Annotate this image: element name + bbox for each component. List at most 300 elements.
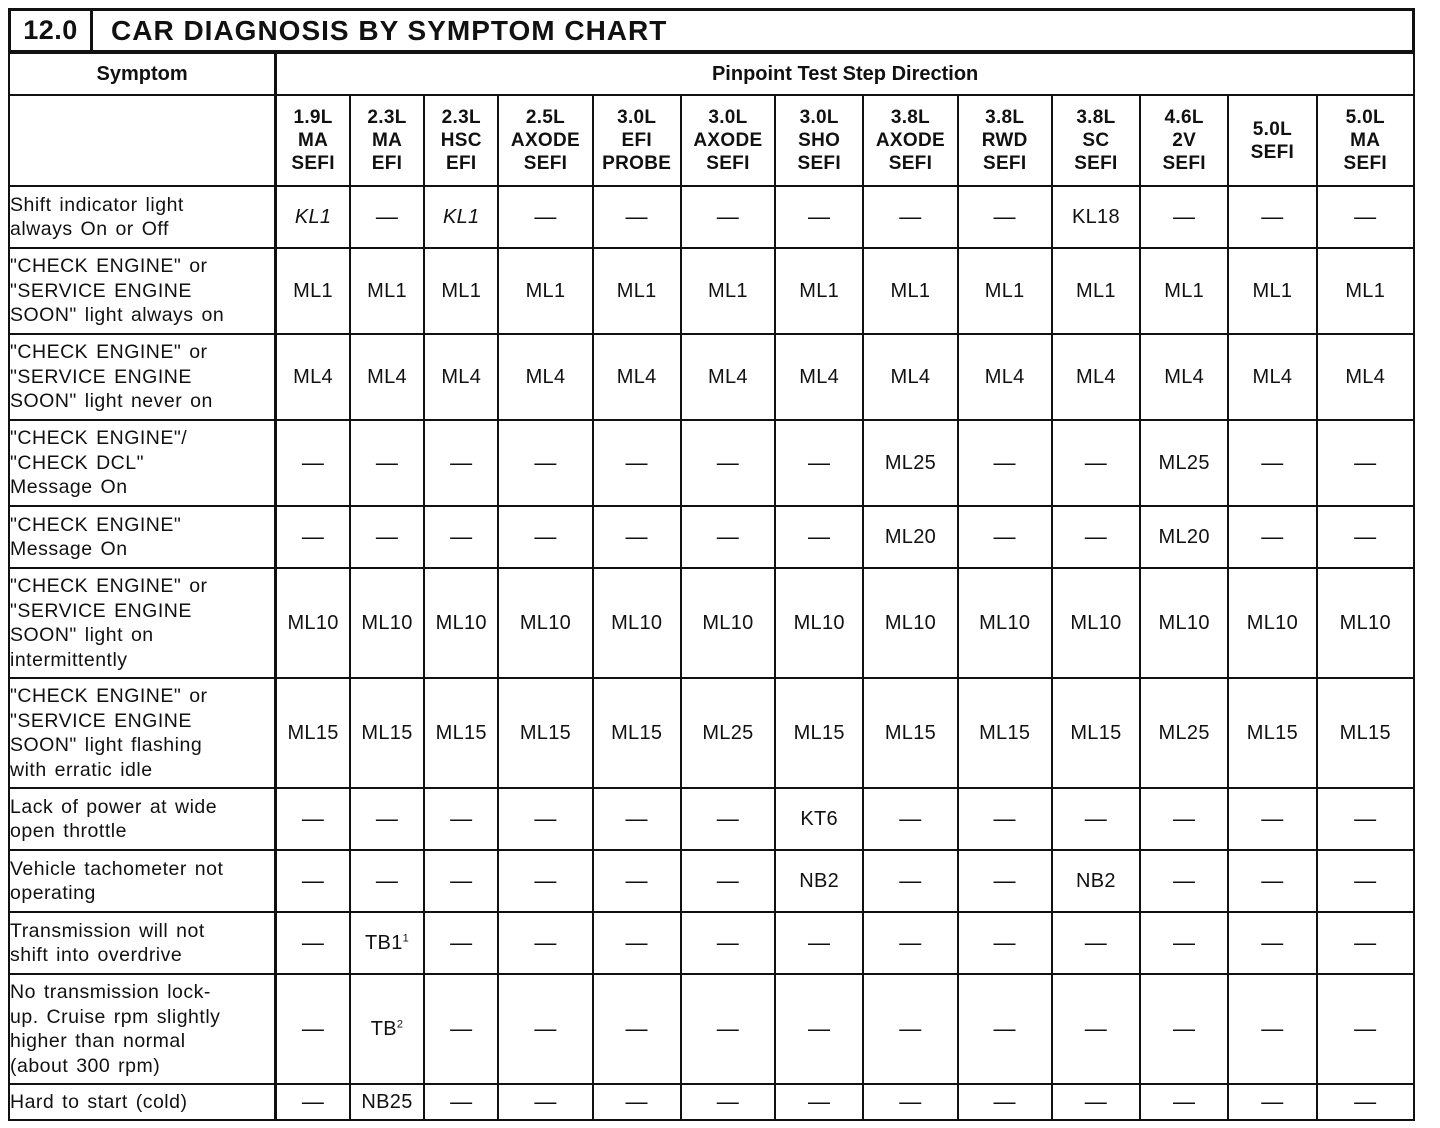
test-step-value: ML10 [435, 611, 487, 634]
test-step-value: — [375, 806, 399, 831]
test-step-cell [424, 850, 498, 912]
test-step-cell [1317, 788, 1414, 850]
pinpoint-header: Pinpoint Test Step Direction [276, 53, 1414, 95]
test-step-value: — [625, 868, 648, 893]
engine-header-line: 5.0L [1252, 118, 1292, 140]
test-step-value: — [899, 1089, 922, 1114]
test-step-value: — [301, 1016, 325, 1041]
test-step-cell [1052, 248, 1140, 334]
test-step-cell [424, 912, 498, 974]
test-step-cell [681, 850, 775, 912]
engine-header-line: 4.6L [1164, 107, 1204, 128]
test-step-cell [593, 568, 681, 678]
test-step-cell [1140, 186, 1228, 248]
symptom-line: "CHECK ENGINE" or [10, 575, 208, 597]
test-step-cell [276, 1084, 350, 1120]
test-step-value: — [1354, 524, 1377, 549]
test-step-value: — [450, 868, 473, 893]
test-step-cell [958, 248, 1052, 334]
test-step-value: — [716, 868, 740, 893]
engine-column-header [1317, 95, 1414, 186]
test-step-cell [350, 788, 424, 850]
test-step-value: ML15 [1246, 721, 1299, 744]
test-step-cell [775, 850, 863, 912]
engine-column-header [498, 95, 592, 186]
test-step-value: — [534, 450, 557, 475]
test-step-value: ML4 [984, 365, 1025, 388]
test-step-cell [1317, 678, 1414, 788]
engine-column-header [863, 95, 957, 186]
test-step-value: ML10 [361, 611, 413, 634]
test-step-cell [1140, 506, 1228, 568]
test-step-value: — [993, 524, 1016, 549]
engine-header-line: SEFI [797, 153, 841, 174]
test-step-value: — [1354, 806, 1377, 831]
test-step-value: — [1173, 930, 1196, 955]
test-step-value: ML4 [1164, 365, 1205, 388]
test-step-value: ML1 [984, 279, 1025, 302]
test-step-value: — [1084, 930, 1108, 955]
symptom-line: higher than normal [10, 1030, 186, 1052]
symptom-line: "SERVICE ENGINE [10, 709, 192, 732]
symptom-line: Lack of power at wide [10, 795, 218, 818]
test-step-value: — [1354, 450, 1377, 475]
table-row [9, 248, 1414, 334]
engine-header-line: 3.0L [708, 107, 748, 128]
test-step-value: KL1 [294, 205, 332, 228]
test-step-value: ML4 [799, 365, 840, 388]
test-step-value: — [625, 806, 648, 831]
test-step-value: — [301, 930, 325, 955]
test-step-value: ML10 [1158, 611, 1210, 634]
engine-header-line: EFI [371, 153, 403, 174]
test-step-cell [498, 334, 592, 420]
test-step-value: ML15 [1070, 721, 1122, 744]
test-step-cell [276, 568, 350, 678]
test-step-value: — [993, 806, 1016, 831]
symptom-line: SOON" light on [10, 624, 154, 646]
test-step-value: — [450, 930, 473, 955]
test-step-cell [863, 974, 957, 1084]
test-step-cell [593, 186, 681, 248]
engine-header-row [9, 95, 1414, 186]
section-title: CAR DIAGNOSIS BY SYMPTOM CHART [111, 14, 668, 46]
symptom-line: "SERVICE ENGINE [10, 599, 192, 622]
symptom-line: "CHECK DCL" [10, 451, 145, 474]
test-step-value: ML4 [293, 365, 333, 388]
test-step-value: — [1084, 1089, 1108, 1114]
test-step-cell [498, 912, 592, 974]
table-row [9, 568, 1414, 678]
test-step-cell [350, 334, 424, 420]
test-step-value: — [1354, 204, 1377, 229]
symptom-cell [9, 788, 276, 850]
test-step-value: — [375, 868, 399, 893]
test-step-cell [350, 506, 424, 568]
table-row [9, 506, 1414, 568]
test-step-cell [424, 788, 498, 850]
test-step-cell [276, 912, 350, 974]
test-step-cell [958, 678, 1052, 788]
test-step-value: ML4 [708, 365, 748, 388]
test-step-cell [775, 912, 863, 974]
symptom-line: "CHECK ENGINE"/ [10, 427, 188, 450]
symptom-line: "SERVICE ENGINE [10, 279, 192, 302]
table-row [9, 912, 1414, 974]
test-step-value: — [808, 524, 831, 549]
engine-header-line: MA [1350, 130, 1381, 151]
test-step-cell [1052, 974, 1140, 1084]
symptom-cell [9, 506, 276, 568]
test-step-cell [863, 850, 957, 912]
test-step-cell [593, 334, 681, 420]
test-step-value: — [450, 1089, 473, 1114]
test-step-cell [498, 248, 592, 334]
test-step-value: — [1261, 450, 1284, 475]
test-step-value: — [1084, 524, 1108, 549]
test-step-cell [1228, 506, 1316, 568]
test-step-value: — [1261, 930, 1284, 955]
test-step-value: — [625, 204, 648, 229]
engine-header-line: 5.0L [1345, 107, 1385, 128]
test-step-value: ML4 [525, 365, 566, 388]
test-step-value: ML10 [519, 611, 572, 634]
test-step-value: — [808, 204, 831, 229]
test-step-value: ML1 [1164, 279, 1205, 302]
test-step-value: — [899, 930, 922, 955]
test-step-value: ML15 [1339, 721, 1391, 744]
test-step-value: ML10 [793, 611, 845, 634]
test-step-cell [775, 1084, 863, 1120]
test-step-cell [593, 678, 681, 788]
test-step-value: — [1173, 806, 1196, 831]
test-step-value: ML15 [435, 721, 487, 744]
engine-column-header [1052, 95, 1140, 186]
test-step-value: ML1 [1345, 279, 1386, 302]
test-step-cell [424, 568, 498, 678]
test-step-cell [276, 186, 350, 248]
test-step-value: — [899, 1016, 922, 1041]
test-step-value: ML15 [793, 721, 845, 744]
test-step-cell [593, 912, 681, 974]
test-step-value: — [625, 930, 648, 955]
engine-column-header [1228, 95, 1316, 186]
test-step-cell [863, 788, 957, 850]
test-step-cell [863, 568, 957, 678]
test-step-cell [350, 186, 424, 248]
test-step-cell [1052, 850, 1140, 912]
test-step-value: — [716, 450, 740, 475]
symptom-cell [9, 850, 276, 912]
test-step-cell [1228, 186, 1316, 248]
test-step-cell [958, 850, 1052, 912]
test-step-cell [498, 420, 592, 506]
symptom-line: "CHECK ENGINE" or [10, 685, 208, 707]
test-step-value: — [1173, 1016, 1196, 1041]
test-step-cell [958, 974, 1052, 1084]
test-step-value: — [534, 204, 557, 229]
engine-column-header [350, 95, 424, 186]
test-step-cell [498, 1084, 592, 1120]
test-step-value: — [899, 806, 922, 831]
test-step-cell [498, 788, 592, 850]
test-step-value: — [450, 450, 473, 475]
test-step-value: ML10 [979, 611, 1031, 634]
test-step-value: — [1084, 806, 1108, 831]
test-step-value: ML20 [884, 525, 937, 548]
test-step-value: — [1084, 450, 1108, 475]
test-step-cell [498, 678, 592, 788]
test-step-cell [863, 678, 957, 788]
test-step-value: ML25 [1158, 451, 1210, 474]
test-step-cell [276, 506, 350, 568]
test-step-value: ML15 [884, 721, 937, 744]
engine-header-line: SEFI [291, 153, 335, 174]
test-step-cell [1228, 974, 1316, 1084]
engine-header-line: AXODE [693, 130, 763, 151]
engine-header-line: EFI [621, 130, 652, 151]
symptom-cell [9, 186, 276, 248]
test-step-value: — [808, 1016, 831, 1041]
engine-column-header [958, 95, 1052, 186]
symptom-cell [9, 1084, 276, 1120]
footnote-marker: 2 [396, 1017, 404, 1030]
test-step-cell [1052, 1084, 1140, 1120]
test-step-cell [1317, 912, 1414, 974]
test-step-cell [276, 678, 350, 788]
test-step-cell [1140, 568, 1228, 678]
test-step-cell [1228, 788, 1316, 850]
test-step-value: — [993, 1089, 1016, 1114]
test-step-cell [775, 568, 863, 678]
test-step-cell [498, 506, 592, 568]
engine-header-line: 2.5L [525, 107, 566, 128]
test-step-value: — [716, 204, 740, 229]
test-step-cell [1317, 334, 1414, 420]
test-step-cell [958, 420, 1052, 506]
symptom-line: Transmission will not [10, 919, 205, 942]
test-step-cell [681, 788, 775, 850]
symptom-chart-page [8, 8, 1415, 1120]
blank-corner-cell [9, 95, 276, 186]
test-step-value: ML1 [293, 279, 333, 302]
test-step-value: ML4 [616, 365, 657, 388]
test-step-value: — [625, 1089, 648, 1114]
symptom-line: open throttle [10, 820, 127, 842]
test-step-value: — [1173, 868, 1196, 893]
test-step-value: — [534, 1089, 557, 1114]
engine-header-line: 2.3L [367, 107, 407, 128]
test-step-cell [593, 1084, 681, 1120]
test-step-value: — [450, 806, 473, 831]
test-step-value: — [808, 930, 831, 955]
symptom-line: (about 300 rpm) [10, 1054, 161, 1077]
test-step-cell [350, 678, 424, 788]
test-step-value: ML1 [525, 279, 566, 302]
test-step-value: — [1261, 806, 1284, 831]
test-step-value: KT6 [800, 807, 838, 830]
test-step-value: — [1354, 1016, 1377, 1041]
symptom-line: "SERVICE ENGINE [10, 365, 192, 388]
test-step-value: — [716, 1016, 740, 1041]
table-row [9, 850, 1414, 912]
test-step-value: ML20 [1158, 525, 1210, 548]
symptom-cell [9, 334, 276, 420]
test-step-cell [863, 248, 957, 334]
test-step-value: ML1 [1252, 279, 1293, 302]
test-step-value: — [1354, 868, 1377, 893]
test-step-value: — [1354, 1089, 1377, 1114]
test-step-cell [775, 334, 863, 420]
test-step-cell [1052, 678, 1140, 788]
test-step-value: ML4 [367, 365, 407, 388]
test-step-cell [958, 1084, 1052, 1120]
test-step-cell [1317, 568, 1414, 678]
test-step-cell [775, 788, 863, 850]
test-step-value: ML4 [1252, 365, 1293, 388]
test-step-cell [350, 420, 424, 506]
test-step-value: KL1 [442, 205, 480, 228]
engine-header-line: AXODE [510, 130, 580, 151]
test-step-cell [1228, 334, 1316, 420]
engine-header-line: AXODE [875, 130, 945, 151]
test-step-cell [1317, 1084, 1414, 1120]
test-step-cell [1317, 248, 1414, 334]
symptom-line: "CHECK ENGINE" or [10, 255, 208, 278]
symptom-line: SOON" light never on [10, 390, 213, 413]
test-step-value: TB [370, 1017, 397, 1040]
test-step-cell [593, 248, 681, 334]
symptom-line: No transmission lock- [10, 981, 211, 1003]
symptom-cell [9, 678, 276, 788]
test-step-cell [1140, 974, 1228, 1084]
test-step-value: — [450, 1016, 473, 1041]
test-step-value: ML1 [799, 279, 840, 302]
test-step-value: — [716, 1089, 740, 1114]
diagnosis-table [8, 52, 1415, 1121]
test-step-value: — [625, 1016, 648, 1041]
test-step-cell [498, 850, 592, 912]
test-step-cell [775, 420, 863, 506]
engine-column-header [424, 95, 498, 186]
test-step-cell [958, 186, 1052, 248]
test-step-cell [350, 974, 424, 1084]
symptom-line: SOON" light flashing [10, 734, 203, 756]
test-step-value: — [534, 868, 557, 893]
engine-header-line: EFI [446, 153, 477, 174]
test-step-cell [775, 678, 863, 788]
test-step-value: — [625, 450, 648, 475]
test-step-cell [958, 334, 1052, 420]
test-step-cell [1317, 850, 1414, 912]
test-step-cell [276, 850, 350, 912]
test-step-value: — [301, 450, 325, 475]
engine-header-line: SC [1082, 130, 1110, 151]
test-step-value: ML1 [367, 279, 407, 302]
test-step-cell [1140, 850, 1228, 912]
table-row [9, 678, 1414, 788]
engine-header-line: PROBE [602, 153, 672, 174]
test-step-cell [681, 1084, 775, 1120]
table-row [9, 186, 1414, 248]
test-step-value: — [375, 450, 399, 475]
test-step-value: — [899, 868, 922, 893]
test-step-cell [593, 850, 681, 912]
test-step-cell [1228, 850, 1316, 912]
test-step-cell [681, 248, 775, 334]
test-step-value: ML15 [361, 721, 413, 744]
test-step-cell [958, 506, 1052, 568]
test-step-value: — [1261, 204, 1284, 229]
engine-column-header [593, 95, 681, 186]
engine-header-line: SHO [798, 130, 841, 151]
test-step-value: ML10 [702, 611, 754, 634]
engine-header-line: 3.8L [890, 107, 931, 128]
test-step-cell [863, 186, 957, 248]
table-row [9, 1084, 1414, 1120]
symptom-line: always On or Off [10, 218, 169, 240]
test-step-cell [276, 334, 350, 420]
engine-header-line: SEFI [523, 153, 568, 174]
test-step-cell [775, 186, 863, 248]
engine-column-header [276, 95, 350, 186]
test-step-value: — [1173, 204, 1196, 229]
test-step-cell [350, 1084, 424, 1120]
test-step-value: ML25 [702, 721, 754, 744]
symptom-line: Shift indicator light [10, 193, 184, 216]
test-step-cell [863, 912, 957, 974]
engine-header-line: 1.9L [293, 107, 333, 128]
symptom-cell [9, 420, 276, 506]
test-step-value: — [993, 1016, 1016, 1041]
test-step-cell [1140, 334, 1228, 420]
test-step-cell [1140, 420, 1228, 506]
test-step-value: — [808, 1089, 831, 1114]
test-step-value: ML1 [441, 279, 482, 302]
engine-header-line: 2.3L [441, 107, 481, 128]
test-step-cell [498, 974, 592, 1084]
section-number: 12.0 [11, 11, 93, 50]
test-step-cell [276, 420, 350, 506]
test-step-value: TB1 [365, 931, 403, 954]
test-step-value: NB25 [361, 1090, 413, 1113]
table-body [9, 186, 1414, 1120]
test-step-value: ML15 [519, 721, 572, 744]
engine-header-line: MA [298, 130, 329, 151]
test-step-value: NB2 [799, 869, 840, 892]
test-step-cell [593, 974, 681, 1084]
test-step-cell [424, 1084, 498, 1120]
test-step-cell [424, 186, 498, 248]
test-step-value: ML10 [287, 611, 339, 634]
test-step-cell [1317, 420, 1414, 506]
test-step-cell [681, 678, 775, 788]
test-step-cell [681, 568, 775, 678]
test-step-cell [1317, 974, 1414, 1084]
test-step-cell [863, 420, 957, 506]
test-step-value: — [534, 524, 557, 549]
test-step-value: — [301, 868, 325, 893]
test-step-value: — [993, 450, 1016, 475]
test-step-value: — [301, 1089, 325, 1114]
test-step-cell [424, 974, 498, 1084]
test-step-value: — [375, 524, 399, 549]
test-step-cell [276, 974, 350, 1084]
engine-column-header [775, 95, 863, 186]
test-step-cell [424, 248, 498, 334]
test-step-value: — [808, 450, 831, 475]
test-step-cell [1228, 568, 1316, 678]
